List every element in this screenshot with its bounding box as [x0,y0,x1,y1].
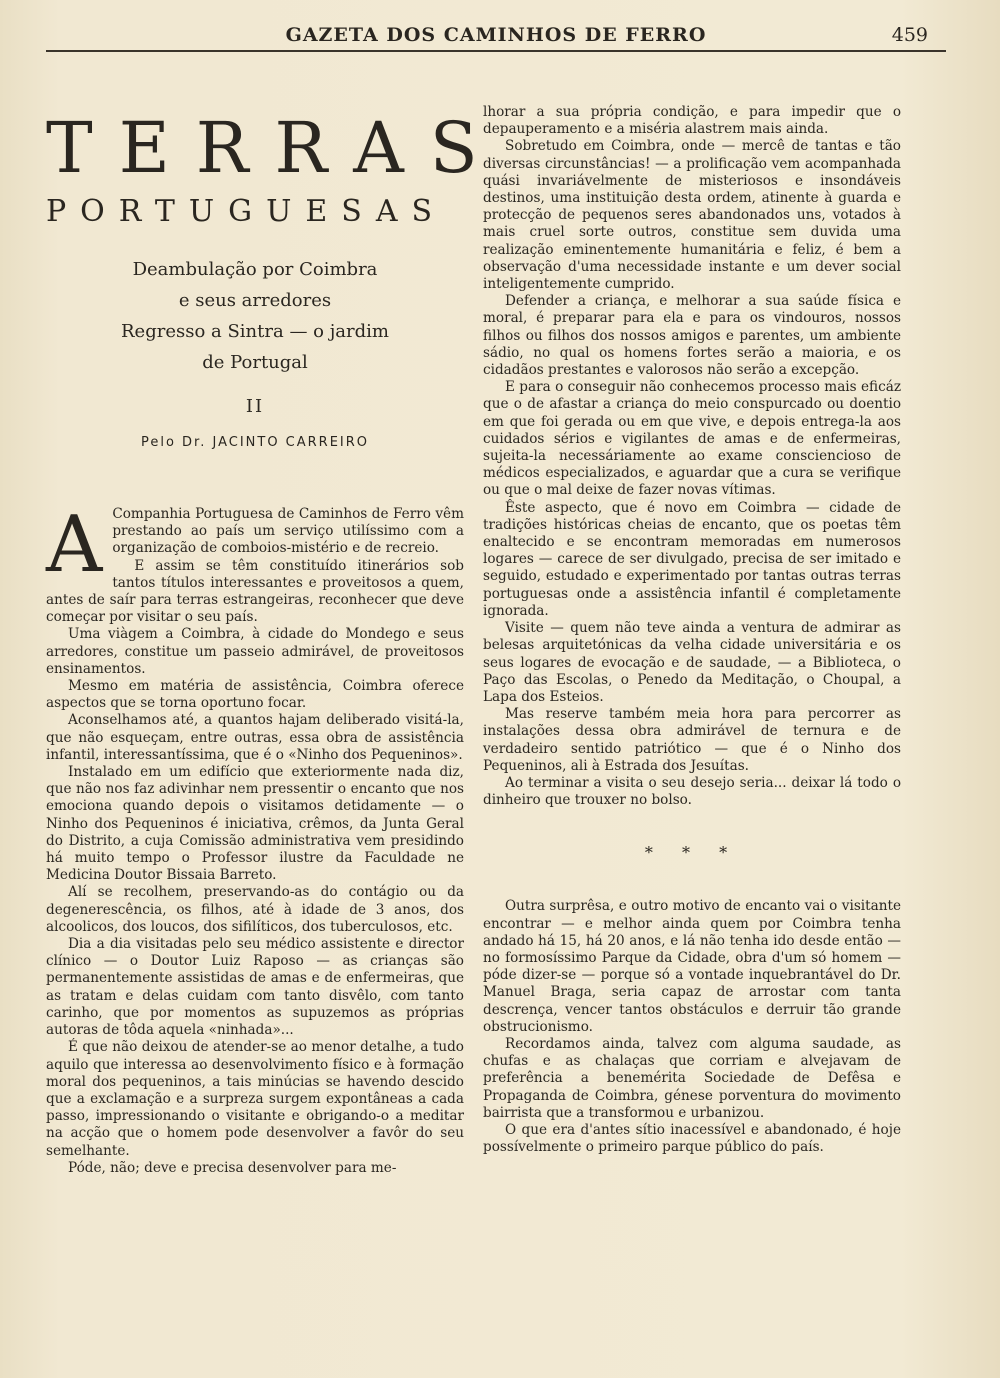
article-title-main: TERRAS [46,107,504,189]
paragraph: E assim se têm constituído itinerários sob tantos títulos interessantes e proveitosos a quem, antes de saír para terras estrangeiras, reconhecer que deve começar por visitar o seu país. [46,557,464,626]
paragraph: Defender a criança, e melhorar a sua saúde física e moral, é preparar para ela e para os vindouros, nossos filhos ou filhos dos nossos amigos e parentes, um ambiente sádio, no qual os homens fortes serão a maioria, e os cidadãos prestantes e valorosos não serão a excepção. [483,293,901,379]
byline: Pelo Dr. JACINTO CARREIRO [140,435,370,450]
left-body-text [46,500,464,1177]
article-title-secondary: PORTUGUESAS [46,194,447,229]
paragraph: O que era d'antes sítio inacessível e abandonado, é hoje possívelmente o primeiro parque público do país. [483,1121,901,1156]
paragraph: Dia a dia visitadas pelo seu médico assistente e director clínico — o Doutor Luiz Raposo — as crianças são permanentemente assistidas de amas e de enfermeiras, que as tratam e delas cuidam com tanto disvêlo, com tanto carinho, que por momentos as supuzemos as próprias autoras de tôda aquela «ninhada»... [46,936,464,1039]
part-number: II [245,396,265,417]
paragraph: E para o conseguir não conhecemos processo mais eficáz que o de afastar a criança do meio conspurcado ou doentio em que foi gerada ou em que vive, e depois entrega-la aos cuidados sérios e vigilantes de amas e de enfermeiras, sujeita-la necessáriamente ao exame consciencioso de médicos especializados, e aguardar que a cura se verifique ou que o mal deixe de fazer novas vítimas. [483,379,901,499]
publication-title: GAZETA DOS CAMINHOS DE FERRO [285,24,707,46]
article-subtitle [46,254,464,378]
paragraph: Recordamos ainda, talvez com alguma saudade, as chufas e as chalaças que corriam e alvejavam de preferência a benemérita Sociedade de Defêsa e Propaganda de Coimbra, génese porventura do movimento bairrista que a transformou e urbanizou. [483,1035,901,1121]
subtitle-line: de Portugal [202,352,308,373]
right-body-text-top [483,104,901,809]
paragraph: Visite — quem não teve ainda a ventura de admirar as belesas arquitetónicas da velha cidade universitária e os seus logares de evocação e de saudade, — a Biblioteca, o Paço das Escolas, o Penedo da Meditação, o Choupal, a Lapa dos Esteios. [483,620,901,705]
paragraph: Instalado em um edifício que exteriormente nada diz, que não nos faz adivinhar nem pressentir o encanto que nos emociona quando depois o visitamos detidamente — o Ninho dos Pequeninos é iniciativa, crêmos, da Junta Geral do Distrito, a cuja Comissão administrativa vem presidindo há muito tempo o Professor ilustre da Faculdade ne Medicina Doutor Bissaia Barreto. [46,764,464,884]
subtitle-line: e seus arredores [178,290,332,311]
paragraph: Mas reserve também meia hora para percorrer as instalações dessa obra admirável de ternura e de verdadeiro sentido patriótico — que é o Ninho dos Pequeninos, ali à Estrada dos Jesuítas. [483,706,901,774]
paragraph: Alí se recolhem, preservando-as do contágio ou da degenerescência, os filhos, até à idade de 3 anos, dos alcoolicos, dos loucos, dos sifilíticos, dos tuberculosos, etc. [46,884,464,935]
paragraph: Aconselhamos até, a quantos hajam deliberado visitá-la, que não esqueçam, entre outras, essa obra de assistência infantil, interessantíssima, que é o «Ninho dos Pequeninos». [46,712,464,763]
paragraph [46,500,464,590]
paragraph: Êste aspecto, que é novo em Coimbra — cidade de tradições históricas cheias de encanto, que os poetas têm enaltecido e se encontram memoradas em numerosos logares — carece de ser divulgado, precisa de ser imitado e seguido, estudado e experimentado por tantas outras terras portuguesas onde a assistência infantil é completamente ignorada. [483,499,901,619]
paragraph-text: Companhia Portuguesa de Caminhos de Ferro vêm prestando ao país um serviço utilíssimo com a organização de comboios-mistério e de recreio. [112,506,464,557]
paragraph: Póde, não; deve e precisa desenvolver para me- [68,1159,397,1176]
right-column [483,104,901,1156]
paragraph: lhorar a sua própria condição, e para impedir que o depauperamento e a miséria alastrem mais ainda. [483,104,901,138]
paragraph: Outra surprêsa, e outro motivo de encanto vai o visitante encontrar — e melhor ainda quem por Coimbra tenha andado há 15, há 20 anos, e lá não tenha ido desde então — no formosíssimo Parque da Cidade, obra d'um só homem — póde dizer-se — porque só a vontade inquebrantável do Dr. Manuel Braga, seria capaz de arrostar com tanta descrença, vencer tantos obstáculos e derruir tão grande obstrucionismo. [483,898,901,1035]
right-body-text-bottom [483,898,901,1156]
running-header [46,20,946,52]
page-number: 459 [891,24,928,46]
left-column [46,104,504,1177]
paragraph: Uma viàgem a Coimbra, à cidade do Mondego e seus arredores, constitue um passeio admirável, de proveitosos ensinamentos. [46,626,464,677]
paragraph: Mesmo em matéria de assistência, Coimbra oferece aspectos que se torna oportuno focar. [46,678,464,712]
paragraph: Sobretudo em Coimbra, onde — mercê de tantas e tão diversas circunstâncias! — a prolificação vem acompanhada quási invariávelmente de misteriosos e insondáveis destinos, uma instituição desta ordem, atinente à guarda e protecção de pequenos seres abandonados uns, votados à mais cruel sorte outros, constitue sem duvida uma realização eminentemente humanitária e feliz, é bem a observação d'uma necessidade instante e um dever social inteligentemente cumprido. [483,138,901,293]
subtitle-line: Deambulação por Coimbra [132,259,378,280]
section-separator: * * * [644,843,740,863]
subtitle-line: Regresso a Sintra — o jardim [121,321,389,342]
paragraph: É que não deixou de atender-se ao menor detalhe, a tudo aquilo que interessa ao desenvolvimento físico e à formação moral dos pequeninos, a tais minúcias se havendo descido que a exclamação e a surpreza surgem expontâneas a cada passo, impressionando o visitante e obrigando-o a meditar na acção que o homem pode desenvolver a favôr do seu semelhante. [46,1039,464,1159]
drop-cap: A [46,500,103,590]
paragraph: Ao terminar a visita o seu desejo seria... deixar lá todo o dinheiro que trouxer no bolso. [483,774,901,809]
